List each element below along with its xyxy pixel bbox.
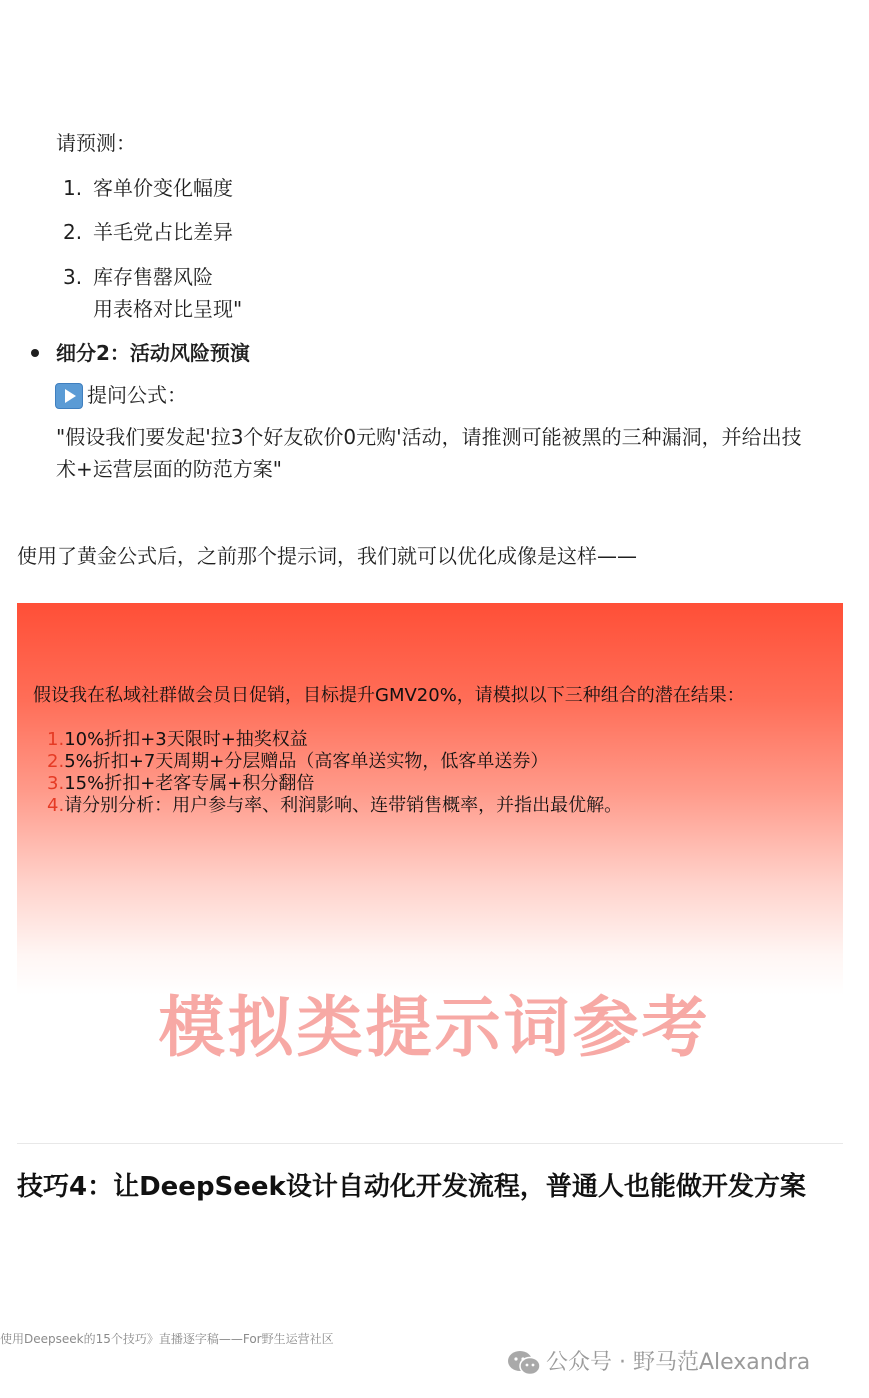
section-title: 细分2：活动风险预演 (56, 341, 250, 365)
list-item (63, 217, 233, 247)
list-item-text: 客单价变化幅度 (93, 176, 233, 200)
list-item-text: 库存售罄风险 (93, 265, 213, 289)
banner-item-text: 15%折扣+老客专属+积分翻倍 (64, 773, 315, 794)
banner-intro: 假设我在私域社群做会员日促销，目标提升GMV20%，请模拟以下三种组合的潜在结果： (33, 685, 745, 706)
banner-item-number: 1. (47, 729, 65, 750)
list-item-number: 1. (63, 176, 83, 200)
section-divider (17, 1143, 843, 1144)
footer-caption: 使用Deepseek的15个技巧》直播逐字稿——For野生运营社区 (0, 1332, 334, 1346)
bullet-dot-icon (31, 349, 39, 357)
play-button-icon (55, 383, 83, 409)
list-item-number: 2. (63, 220, 83, 244)
list-item (63, 262, 213, 292)
list-item-text: 羊毛党占比差异 (93, 220, 233, 244)
banner-item-text: 5%折扣+7天周期+分层赠品（高客单送实物，低客单送券） (64, 751, 549, 772)
banner-item-text: 10%折扣+3天限时+抽奖权益 (64, 729, 308, 750)
banner-list-item (47, 729, 308, 751)
banner-item-text: 请分别分析：用户参与率、利润影响、连带销售概率，并指出最优解。 (64, 795, 623, 816)
banner-list-item (47, 795, 622, 817)
predict-label: 请预测： (56, 131, 136, 155)
banner-item-number: 2. (47, 751, 65, 772)
prompt-example-image (17, 603, 843, 995)
wechat-icon (507, 1350, 541, 1376)
transition-paragraph: 使用了黄金公式后，之前那个提示词，我们就可以优化成像是这样—— (17, 544, 637, 568)
banner-list-item (47, 751, 548, 773)
banner-item-number: 4. (47, 795, 65, 816)
section-heading: 技巧4：让DeepSeek设计自动化开发流程，普通人也能做开发方案 (17, 1172, 806, 1202)
banner-caption: 模拟类提示词参考 (158, 989, 711, 1066)
formula-label: 提问公式： (87, 383, 187, 407)
banner-list-item (47, 773, 314, 795)
list-item-number: 3. (63, 265, 83, 289)
list-continuation: 用表格对比呈现" (93, 297, 243, 321)
account-watermark: 公众号 · 野马范Alexandra (546, 1350, 811, 1375)
list-item (63, 173, 233, 203)
banner-item-number: 3. (47, 773, 65, 794)
quote-line: "假设我们要发起'拉3个好友砍价0元购'活动，请推测可能被黑的三种漏洞，并给出技 (56, 425, 802, 449)
quote-line: 术+运营层面的防范方案" (56, 457, 282, 481)
